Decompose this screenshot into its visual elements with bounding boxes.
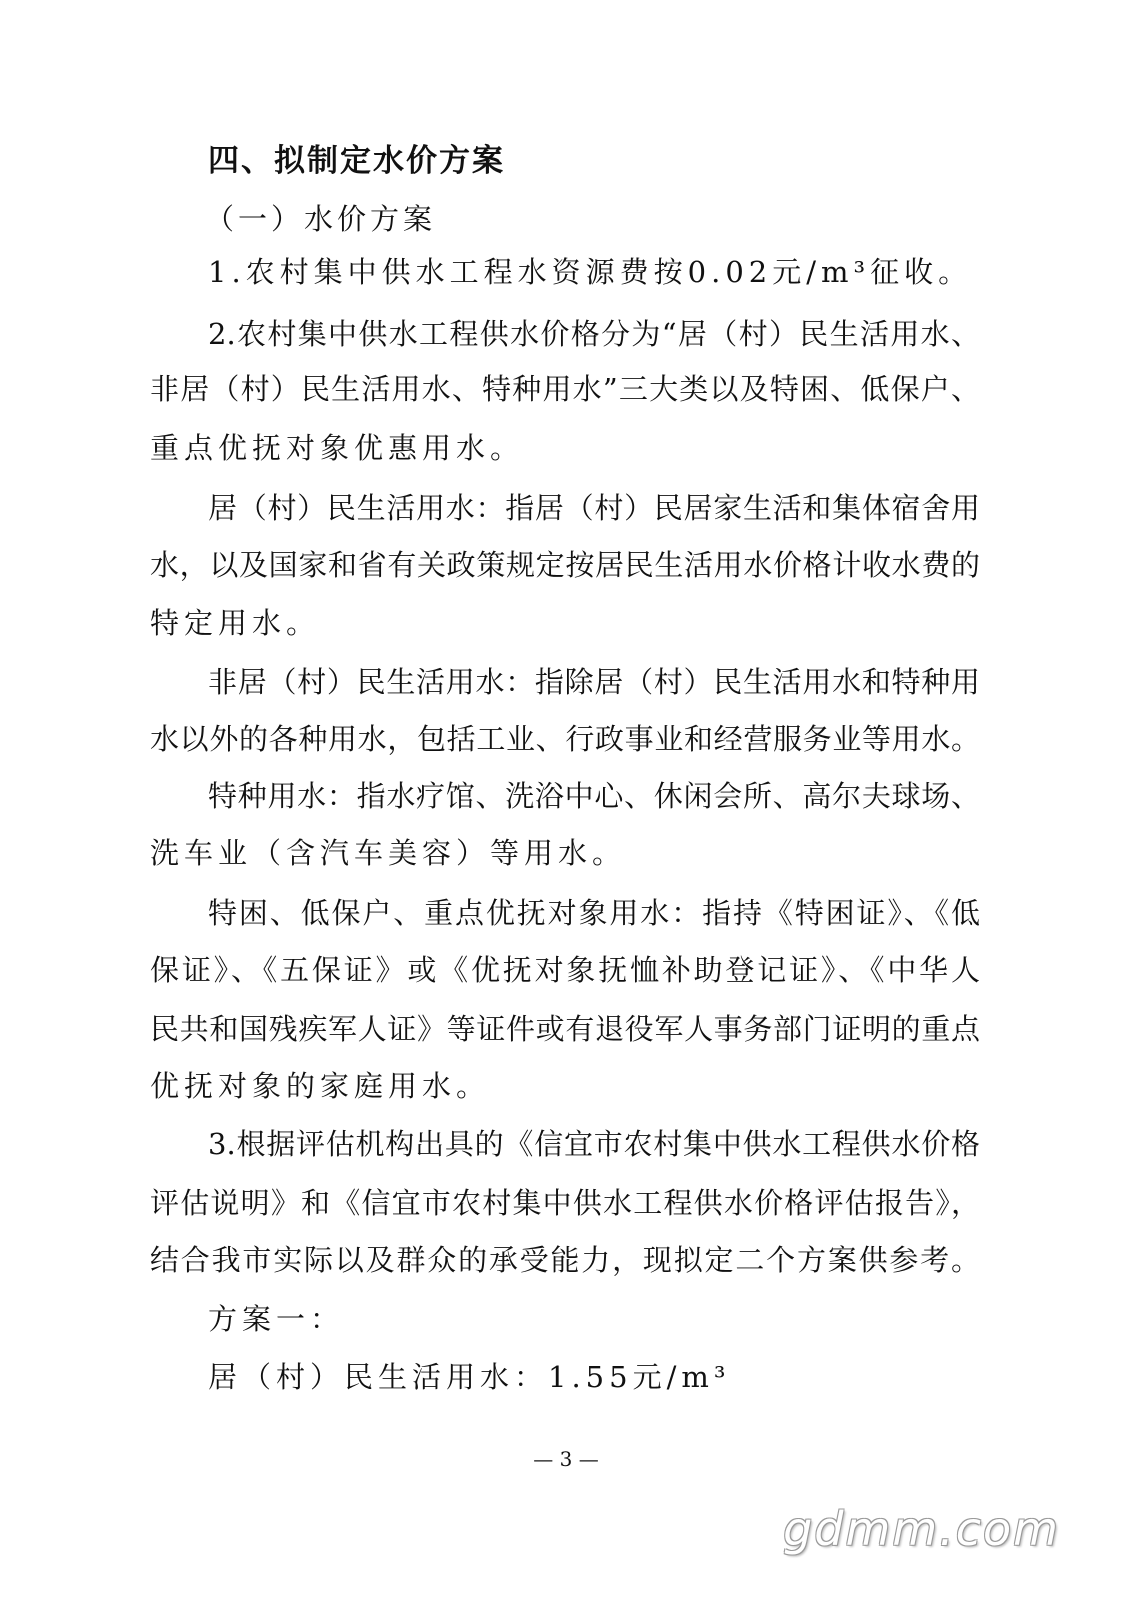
paragraph-line: 特定用水。 (150, 606, 321, 640)
paragraph-line: 水以外的各种用水，包括工业、行政事业和经营服务业等用水。 (150, 722, 980, 756)
page-number: — 3 — (533, 1447, 599, 1471)
paragraph-line: 优抚对象的家庭用水。 (150, 1069, 491, 1103)
plan-item: 居（村）民生活用水：1.55元/m³ (208, 1360, 731, 1394)
paragraph-line: 非居（村）民生活用水：指除居（村）民生活用水和特种用 (208, 665, 980, 699)
paragraph-line: 2.农村集中供水工程供水价格分为“居（村）民生活用水、 (208, 317, 980, 351)
paragraph-line: 特种用水：指水疗馆、洗浴中心、休闲会所、高尔夫球场、 (208, 779, 980, 813)
paragraph-line: 民共和国残疾军人证》等证件或有退役军人事务部门证明的重点 (150, 1012, 980, 1046)
paragraph-line: 评估说明》和《信宜市农村集中供水工程供水价格评估报告》， (150, 1186, 980, 1220)
watermark-logo: gdmm.com (783, 1502, 1060, 1556)
paragraph-line: 水，以及国家和省有关政策规定按居民生活用水价格计收水费的 (150, 548, 980, 582)
subsection-heading: （一）水价方案 (205, 202, 437, 236)
paragraph-line: 保证》、《五保证》或《优抚对象抚恤补助登记证》、《中华人 (150, 953, 980, 987)
paragraph-line: 结合我市实际以及群众的承受能力，现拟定二个方案供参考。 (150, 1243, 980, 1277)
paragraph-line: 重点优抚对象优惠用水。 (150, 431, 525, 465)
paragraph-line: 特困、低保户、重点优抚对象用水：指持《特困证》、《低 (208, 896, 980, 930)
plan-label: 方案一： (208, 1302, 345, 1336)
paragraph-line: 非居（村）民生活用水、特种用水”三大类以及特困、低保户、 (150, 372, 980, 406)
section-heading: 四、拟制定水价方案 (208, 143, 505, 179)
paragraph-line: 洗车业（含汽车美容）等用水。 (150, 836, 627, 870)
paragraph-line: 居（村）民生活用水：指居（村）民居家生活和集体宿舍用 (208, 491, 980, 525)
paragraph-line: 3.根据评估机构出具的《信宜市农村集中供水工程供水价格 (208, 1127, 980, 1161)
paragraph-line: 1.农村集中供水工程水资源费按0.02元/m³征收。 (208, 255, 973, 289)
